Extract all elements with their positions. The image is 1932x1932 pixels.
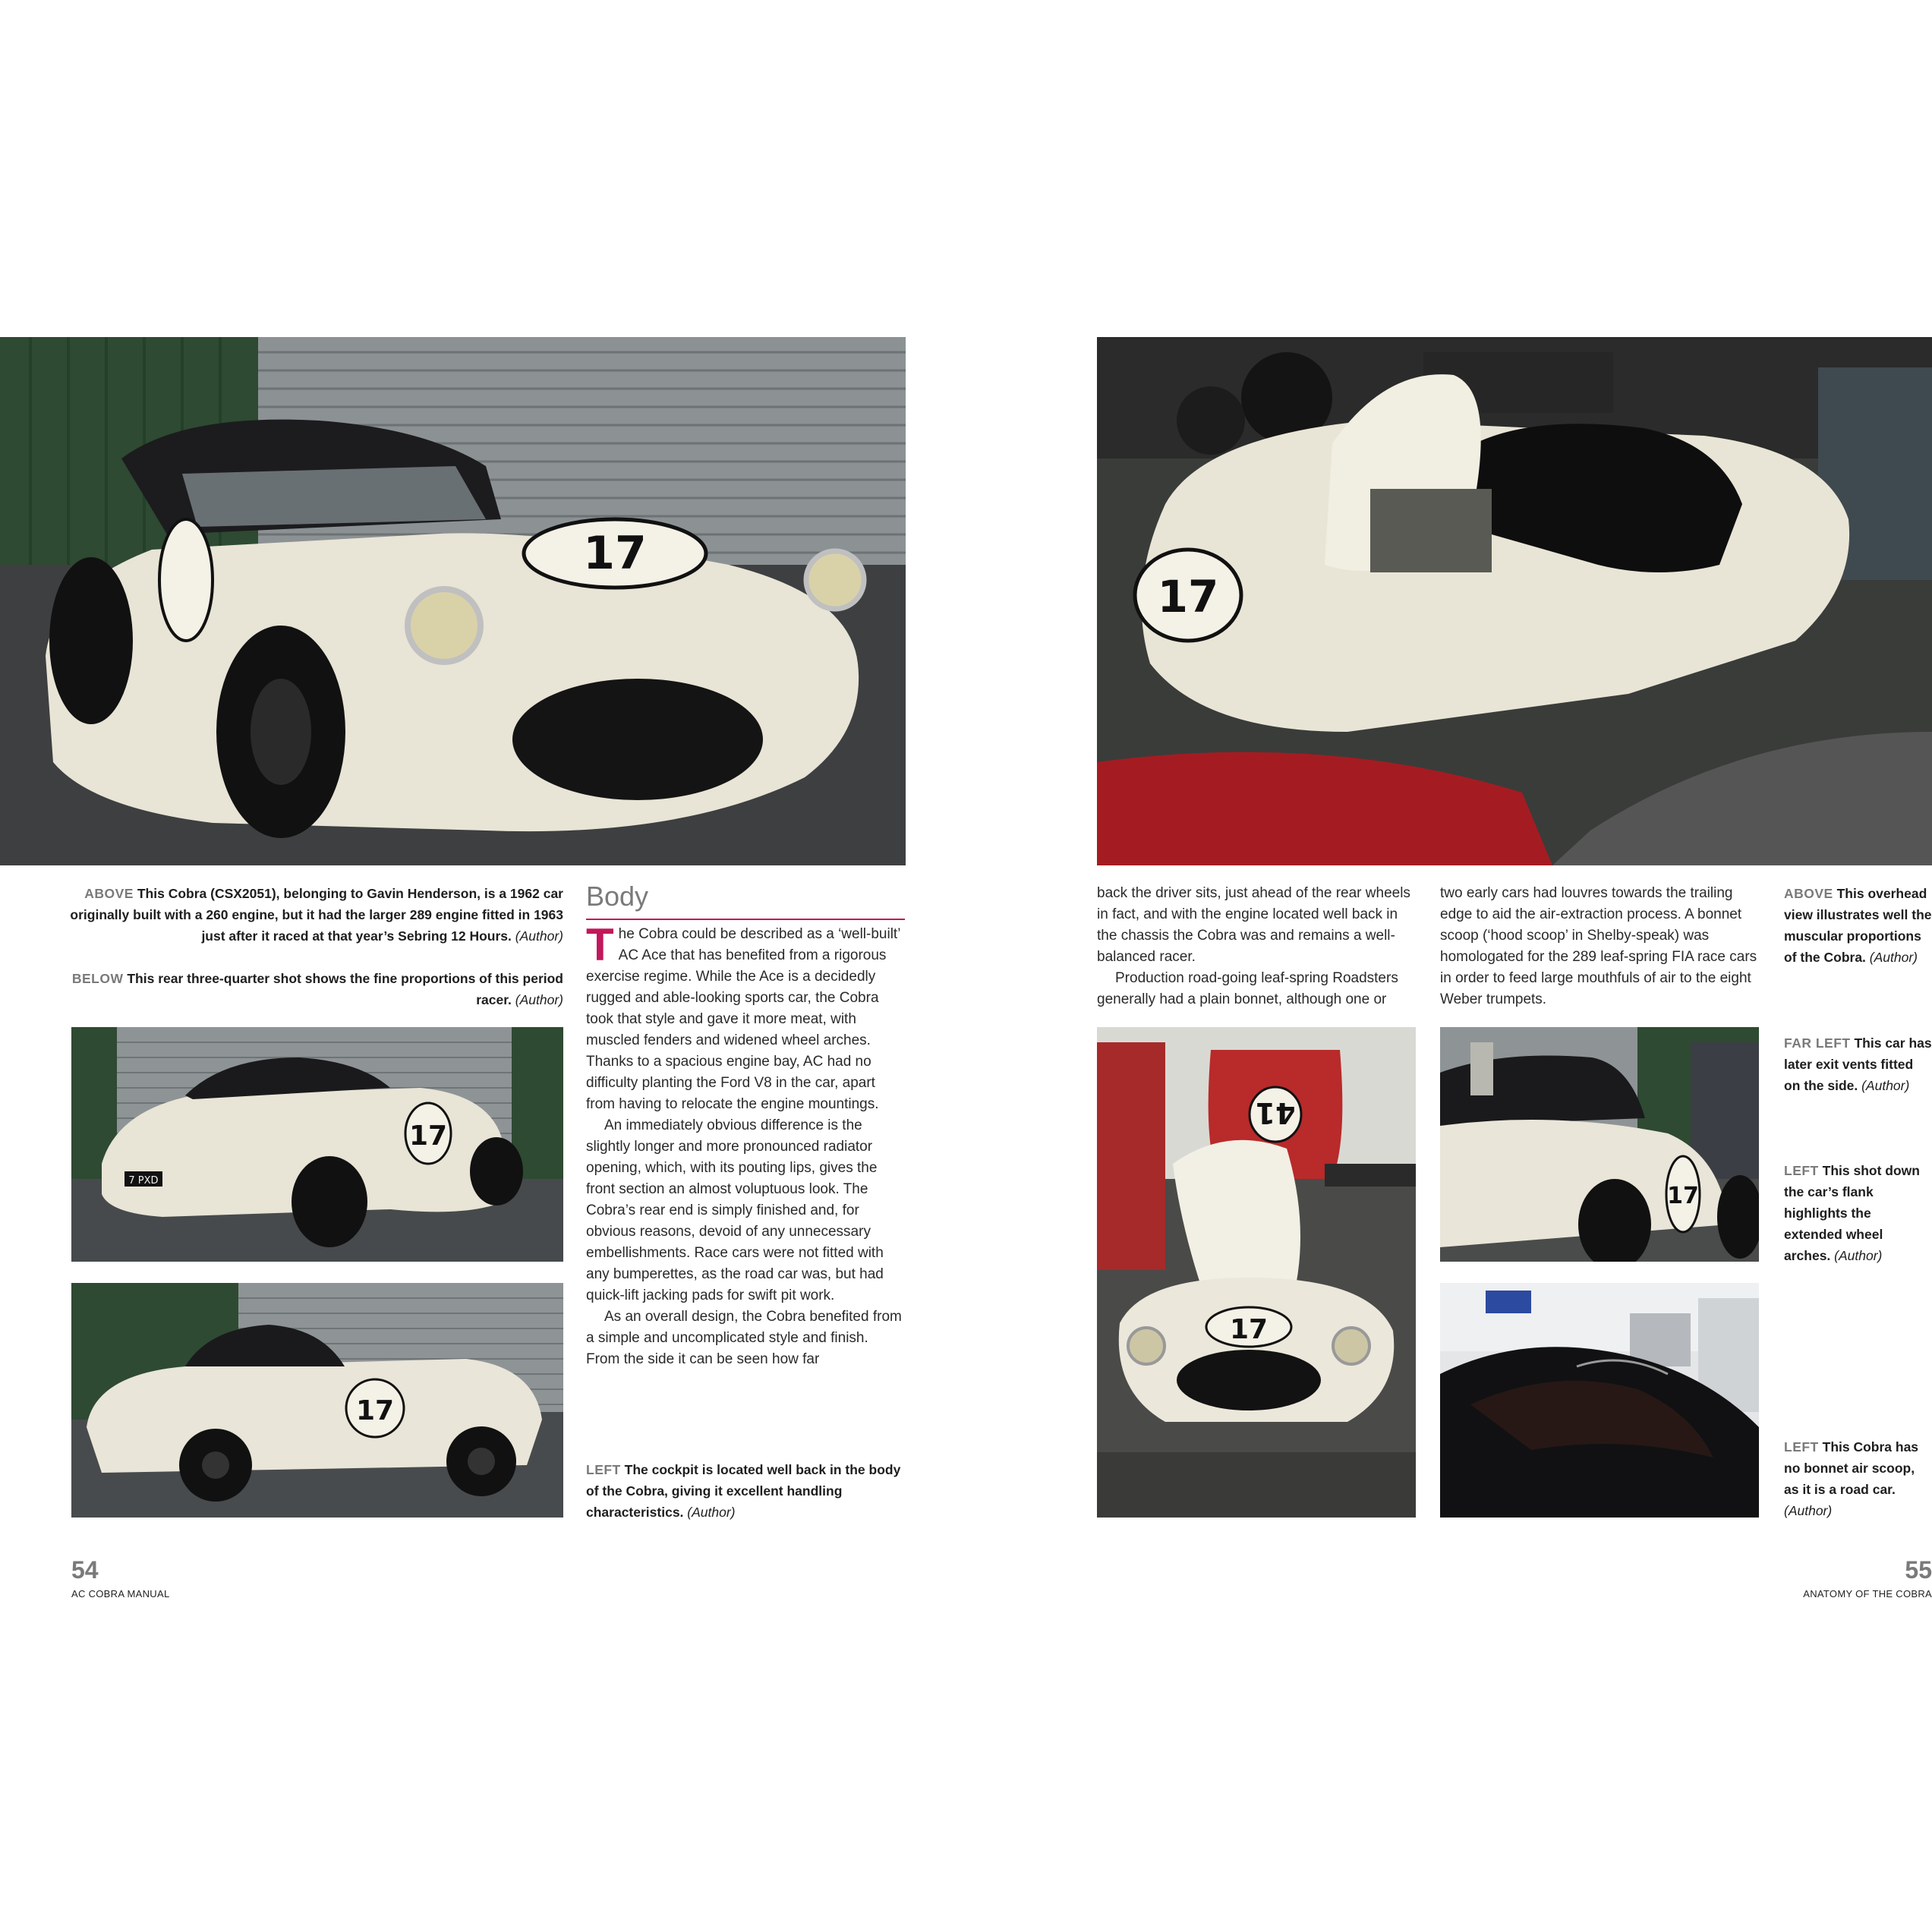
- plate-text: 7 PXD: [128, 1175, 159, 1187]
- hero-number: 17: [583, 527, 647, 580]
- caption-text: This car has later exit vents fitted on the side.: [1784, 1035, 1932, 1093]
- caption-above-right: [1784, 883, 1932, 968]
- right-col1-paragraph-1: back the driver sits, just ahead of the rear wheels in fact, and with the engine located well back in the chassis the Cobra was and remains a well-balanced racer.: [1097, 885, 1410, 965]
- caption-above-below-left: [70, 883, 563, 1032]
- running-head-left: AC COBRA MANUAL: [71, 1588, 170, 1599]
- caption-label: ABOVE: [1784, 886, 1833, 901]
- flank-number: 17: [1667, 1183, 1699, 1209]
- overhead-number: 17: [1157, 571, 1219, 622]
- caption-credit: (Author): [687, 1505, 736, 1520]
- right-text-column-2: [1440, 883, 1759, 1010]
- photo-side-profile: [71, 1283, 563, 1518]
- caption-text: The cockpit is located well back in the body of the Cobra, giving it excellent handling characteristics.: [586, 1462, 901, 1520]
- right-text-column-1: [1097, 883, 1416, 1010]
- right-col1-paragraph-2: Production road-going leaf-spring Roadsters generally had a plain bonnet, although one or: [1097, 970, 1398, 1007]
- caption-far-left: [1784, 1032, 1932, 1096]
- page-number-left: 54: [71, 1556, 99, 1584]
- body-paragraph-1-text: he Cobra could be described as a ‘well-built’ AC Ace that has benefited from a rigorous exercise regime. While the Ace is a decidedly rugged and able-looking sports car, the Cobra took that style and gave it more meat, with muscled fenders and widened wheel arches. Thanks to a spacious engine bay, AC had no difficulty planting the Ford V8 in the car, apart from having to relocate the engine mountings.: [586, 926, 900, 1112]
- caption-credit: (Author): [1784, 1503, 1833, 1518]
- front-number: 17: [1229, 1314, 1269, 1345]
- caption-label: LEFT: [586, 1462, 621, 1477]
- photo-road-car-cockpit: [1440, 1283, 1759, 1518]
- caption-credit: (Author): [515, 992, 563, 1007]
- photo-flank: [1440, 1027, 1759, 1262]
- rear-number: 17: [408, 1120, 448, 1152]
- section-heading-body: Body: [586, 881, 905, 920]
- caption-text: This Cobra (CSX2051), belonging to Gavin Henderson, is a 1962 car originally built with a 260 engine, but it had the larger 289 engine fitted in 1963 just after it raced at that year’s Sebring 12 Hours.: [70, 886, 563, 944]
- body-paragraph-2: An immediately obvious difference is the slightly longer and more pronounced radiator opening, which, with its pouting lips, gives the front section an almost voluptuous look. The Cobra’s rear end is simply finished and, for obvious reasons, devoid of any unnecessary embellishments. Race cars were not fitted with any bumperettes, as the road car was, but had quick-lift jacking pads for swift pit work.: [586, 1117, 884, 1303]
- caption-below: [70, 968, 563, 1010]
- caption-credit: (Author): [1869, 950, 1918, 965]
- caption-label: BELOW: [71, 971, 124, 986]
- running-head-right: ANATOMY OF THE COBRA: [1803, 1588, 1932, 1599]
- caption-credit: (Author): [1861, 1078, 1910, 1093]
- photo-front-bonnet-open: [1097, 1027, 1416, 1518]
- drop-cap: T: [586, 919, 614, 970]
- body-text-column: [586, 919, 905, 1370]
- caption-left-cockpit: [586, 1459, 905, 1523]
- body-paragraph-3: As an overall design, the Cobra benefited from a simple and uncomplicated style and finish. From the side it can be seen how far: [586, 1309, 902, 1367]
- caption-label: FAR LEFT: [1784, 1035, 1851, 1051]
- caption-text: This rear three-quarter shot shows the fine proportions of this period racer.: [127, 971, 563, 1007]
- caption-above: [70, 883, 563, 947]
- caption-label: LEFT: [1784, 1163, 1819, 1178]
- photo-hero-front-three-quarter: [0, 337, 906, 865]
- back-car-number: 41: [1255, 1096, 1296, 1130]
- photo-overhead: [1097, 337, 1932, 865]
- right-col2-paragraph-1: two early cars had louvres towards the trailing edge to aid the air-extraction process. A bonnet scoop (‘hood scoop’ in Shelby-speak) was homologated for the 289 leaf-spring FIA race cars in order to feed large mouthfuls of air to the eight Weber trumpets.: [1440, 885, 1757, 1007]
- caption-text: This shot down the car’s flank highlights the extended wheel arches.: [1784, 1163, 1920, 1263]
- page-number-right: 55: [1905, 1556, 1932, 1584]
- photo-rear-three-quarter: [71, 1027, 563, 1262]
- body-paragraph-1: [586, 919, 905, 1115]
- caption-label: LEFT: [1784, 1439, 1819, 1455]
- caption-left-road-car: [1784, 1436, 1932, 1521]
- side-number: 17: [355, 1395, 395, 1426]
- caption-left-flank: [1784, 1160, 1932, 1266]
- caption-credit: (Author): [515, 928, 563, 944]
- caption-label: ABOVE: [84, 886, 134, 901]
- caption-text: This overhead view illustrates well the muscular proportions of the Cobra.: [1784, 886, 1932, 965]
- caption-text: This Cobra has no bonnet air scoop, as it is a road car.: [1784, 1439, 1919, 1497]
- caption-credit: (Author): [1834, 1248, 1883, 1263]
